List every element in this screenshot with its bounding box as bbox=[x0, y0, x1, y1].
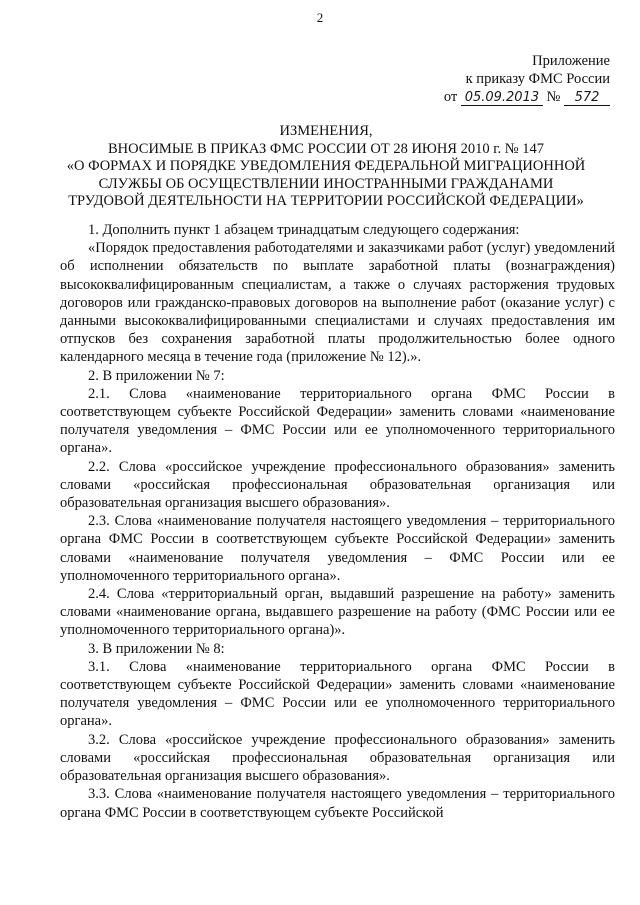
title-line: «О ФОРМАХ И ПОРЯДКЕ УВЕДОМЛЕНИЯ ФЕДЕРАЛЬНОЙ МИГРАЦИОННОЙ bbox=[66, 158, 586, 174]
paragraph: 3.3. Слова «наименование получателя настоящего уведомления – территориального органа ФМС России в соответствующем субъекте Российской bbox=[60, 786, 615, 821]
from-label: от bbox=[443, 89, 458, 105]
paragraph: 2.4. Слова «территориальный орган, выдавший разрешение на работу» заменить словами «наименование органа, выдавшего разрешение на работу (ФМС России или ее уполномоченного территориального органа)». bbox=[60, 586, 615, 639]
paragraph: 3.1. Слова «наименование территориального органа ФМС России в соответствующем субъекте Российской Федерации» заменить словами «наименование получателя уведомления – ФМС России или ее уполномоченного территориального органа». bbox=[60, 658, 615, 730]
page-number: 2 bbox=[316, 10, 324, 25]
document-body bbox=[60, 221, 615, 822]
paragraph: 2.1. Слова «наименование территориального органа ФМС России в соответствующем субъекте Российской Федерации» заменить словами «наименование получателя уведомления – ФМС России или ее уполномоченного территориального органа». bbox=[60, 385, 615, 457]
document-title bbox=[40, 123, 612, 211]
appendix-header bbox=[444, 52, 610, 106]
paragraph: 3. В приложении № 8: bbox=[88, 640, 225, 657]
paragraph: 1. Дополнить пункт 1 абзацем тринадцатым следующего содержания: bbox=[88, 222, 520, 238]
handwritten-date: 05.09.2013 bbox=[461, 91, 543, 106]
paragraph: 2.2. Слова «российское учреждение профессионального образования» заменить словами «российская профессиональная образовательная организация или образовательная организация высшего образования». bbox=[60, 458, 615, 512]
appendix-date-number bbox=[444, 88, 610, 106]
paragraph: «Порядок предоставления работодателями и заказчиками работ (услуг) уведомлений об исполнении обязательств по выплате заработной платы (вознаграждения) высококвалифицированным специалистам, а также о случаях расторжения трудовых договоров или гражданско-правовых договоров на выполнение работ (оказание услуг) с данными высококвалифицированными специалистами и случаях предоставления им отпусков без сохранения заработной платы продолжительностью более одного календарного месяца в течение года (приложение № 12).». bbox=[60, 240, 615, 366]
handwritten-number: 572 bbox=[564, 91, 610, 106]
number-label: № bbox=[546, 89, 561, 105]
paragraph: 3.2. Слова «российское учреждение профессионального образования» заменить словами «российская профессиональная образовательная организация или образовательная организация высшего образования». bbox=[60, 731, 615, 785]
paragraph: 2. В приложении № 7: bbox=[88, 367, 225, 384]
title-line: ИЗМЕНЕНИЯ, bbox=[279, 123, 373, 139]
title-line: ТРУДОВОЙ ДЕЯТЕЛЬНОСТИ НА ТЕРРИТОРИИ РОССИЙСКОЙ ФЕДЕРАЦИИ» bbox=[68, 193, 584, 209]
appendix-label: Приложение bbox=[532, 53, 610, 69]
title-line: ВНОСИМЫЕ В ПРИКАЗ ФМС РОССИИ ОТ 28 ИЮНЯ 2010 г. № 147 bbox=[108, 140, 544, 157]
paragraph: 2.3. Слова «наименование получателя настоящего уведомления – территориального органа ФМС России в соответствующем субъекте Российской Федерации» заменить словами «наименование получателя уведомления – ФМС России или ее уполномоченного территориального органа». bbox=[60, 513, 615, 584]
appendix-order-ref: к приказу ФМС России bbox=[465, 71, 610, 87]
title-line: СЛУЖБЫ ОБ ОСУЩЕСТВЛЕНИИ ИНОСТРАННЫМИ ГРАЖДАНАМИ bbox=[98, 175, 554, 192]
